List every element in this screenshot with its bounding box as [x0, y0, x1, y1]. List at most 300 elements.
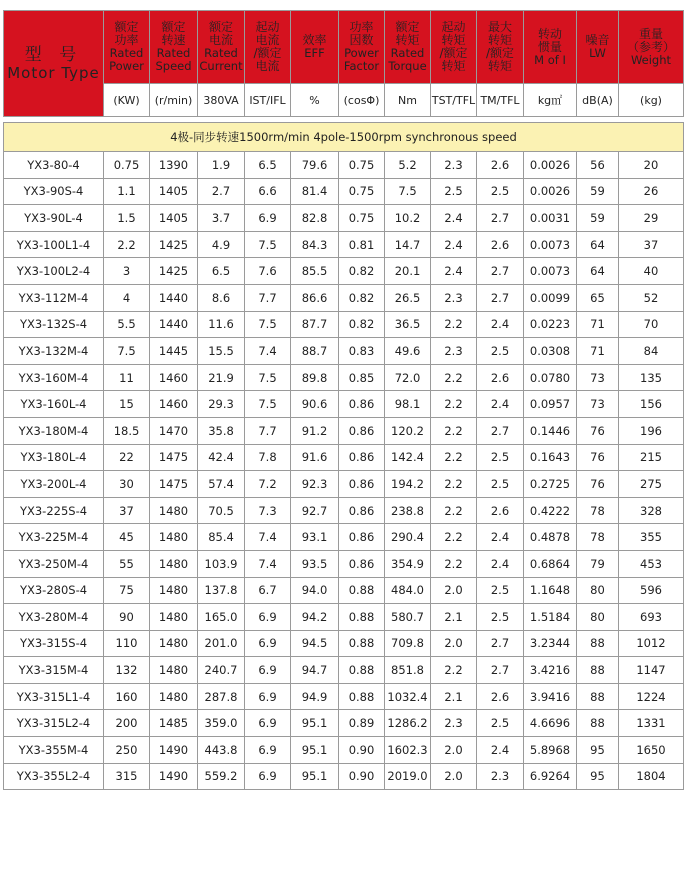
value-cell: 0.88 — [339, 577, 385, 604]
value-cell: 0.0073 — [524, 231, 577, 258]
value-cell: 596 — [619, 577, 684, 604]
value-cell: 328 — [619, 497, 684, 524]
motor-spec-table — [3, 10, 684, 790]
value-cell: 2.5 — [477, 338, 524, 365]
value-cell: 2.1 — [431, 683, 477, 710]
value-cell: 81.4 — [291, 178, 339, 205]
model-cell: YX3-225M-4 — [4, 524, 104, 551]
value-cell: 0.82 — [339, 311, 385, 338]
value-cell: 6.5 — [198, 258, 245, 285]
value-cell: 2.0 — [431, 737, 477, 764]
value-cell: 57.4 — [198, 471, 245, 498]
unit-col-1: (r/min) — [150, 84, 198, 117]
value-cell: 88.7 — [291, 338, 339, 365]
header-col-1 — [150, 11, 198, 84]
value-cell: 8.6 — [198, 284, 245, 311]
value-cell: 1650 — [619, 737, 684, 764]
unit-col-7: TST/TFL — [431, 84, 477, 117]
value-cell: 2.4 — [431, 231, 477, 258]
value-cell: 1480 — [150, 550, 198, 577]
value-cell: 1331 — [619, 710, 684, 737]
value-cell: 2.4 — [477, 524, 524, 551]
table-row — [4, 417, 684, 444]
value-cell: 103.9 — [198, 550, 245, 577]
value-cell: 59 — [577, 205, 619, 232]
value-cell: 15.5 — [198, 338, 245, 365]
value-cell: 2.3 — [477, 763, 524, 790]
value-cell: 0.0780 — [524, 364, 577, 391]
value-cell: 110 — [104, 630, 150, 657]
value-cell: 64 — [577, 258, 619, 285]
value-cell: 2.3 — [431, 338, 477, 365]
value-cell: 2.5 — [477, 577, 524, 604]
value-cell: 2.3 — [431, 284, 477, 311]
header-col-6-en-0: Rated — [390, 46, 425, 60]
value-cell: 76 — [577, 471, 619, 498]
model-cell: YX3-100L1-4 — [4, 231, 104, 258]
value-cell: 2.1 — [431, 604, 477, 631]
value-cell: 2.6 — [477, 683, 524, 710]
unit-col-0: (KW) — [104, 84, 150, 117]
value-cell: 7.6 — [245, 258, 291, 285]
value-cell: 0.6864 — [524, 550, 577, 577]
value-cell: 137.8 — [198, 577, 245, 604]
value-cell: 94.0 — [291, 577, 339, 604]
model-cell: YX3-180L-4 — [4, 444, 104, 471]
header-col-9-zh-1: 惯量 — [537, 39, 562, 54]
value-cell: 0.88 — [339, 630, 385, 657]
value-cell: 7.4 — [245, 338, 291, 365]
header-col-0-en-1: Power — [109, 59, 144, 73]
header-col-3-zh-0: 起动 — [255, 20, 280, 34]
value-cell: 238.8 — [385, 497, 431, 524]
value-cell: 2.2 — [431, 311, 477, 338]
value-cell: 1490 — [150, 737, 198, 764]
value-cell: 359.0 — [198, 710, 245, 737]
value-cell: 2.6 — [477, 152, 524, 179]
value-cell: 3.2344 — [524, 630, 577, 657]
value-cell: 2.0 — [431, 577, 477, 604]
value-cell: 45 — [104, 524, 150, 551]
value-cell: 20.1 — [385, 258, 431, 285]
value-cell: 0.86 — [339, 524, 385, 551]
value-cell: 2.2 — [431, 550, 477, 577]
value-cell: 0.82 — [339, 258, 385, 285]
header-col-10-en-0: LW — [589, 46, 606, 60]
value-cell: 1.1 — [104, 178, 150, 205]
header-col-5-en-1: Factor — [343, 59, 380, 73]
header-motor-type-en: Motor Type — [7, 64, 100, 82]
header-col-2-zh-1: 电流 — [208, 33, 233, 47]
header-col-5-zh-0: 功率 — [349, 20, 374, 34]
value-cell: 71 — [577, 338, 619, 365]
value-cell: 165.0 — [198, 604, 245, 631]
value-cell: 4.6696 — [524, 710, 577, 737]
value-cell: 1475 — [150, 444, 198, 471]
value-cell: 6.9 — [245, 604, 291, 631]
unit-col-4: % — [291, 84, 339, 117]
value-cell: 2.5 — [477, 444, 524, 471]
header-col-1-en-1: Speed — [155, 59, 192, 73]
model-cell: YX3-200L-4 — [4, 471, 104, 498]
header-col-4-zh-0: 效率 — [302, 33, 327, 47]
table-row — [4, 683, 684, 710]
model-cell: YX3-315L1-4 — [4, 683, 104, 710]
value-cell: 6.5 — [245, 152, 291, 179]
value-cell: 2.7 — [477, 657, 524, 684]
value-cell: 6.9 — [245, 205, 291, 232]
model-cell: YX3-132S-4 — [4, 311, 104, 338]
value-cell: 2.0 — [431, 630, 477, 657]
value-cell: 93.1 — [291, 524, 339, 551]
value-cell: 7.3 — [245, 497, 291, 524]
header-col-11-zh-0: 重量 — [638, 26, 663, 41]
value-cell: 2.3 — [431, 152, 477, 179]
value-cell: 0.86 — [339, 550, 385, 577]
value-cell: 1.5184 — [524, 604, 577, 631]
table-row — [4, 763, 684, 790]
value-cell: 2.4 — [477, 737, 524, 764]
value-cell: 93.5 — [291, 550, 339, 577]
value-cell: 3 — [104, 258, 150, 285]
value-cell: 3.7 — [198, 205, 245, 232]
header-col-0-zh-0: 额定 — [114, 20, 139, 34]
value-cell: 94.5 — [291, 630, 339, 657]
table-row — [4, 737, 684, 764]
value-cell: 0.82 — [339, 284, 385, 311]
header-col-5-en-0: Power — [344, 46, 379, 60]
header-col-2-zh-0: 额定 — [208, 20, 233, 34]
value-cell: 0.0073 — [524, 258, 577, 285]
value-cell: 0.88 — [339, 683, 385, 710]
value-cell: 91.6 — [291, 444, 339, 471]
value-cell: 11.6 — [198, 311, 245, 338]
header-col-7-zh-1: 转矩 — [441, 33, 466, 47]
value-cell: 2.3 — [431, 710, 477, 737]
value-cell: 1804 — [619, 763, 684, 790]
value-cell: 95.1 — [291, 737, 339, 764]
value-cell: 2.7 — [477, 205, 524, 232]
value-cell: 88 — [577, 630, 619, 657]
value-cell: 7.7 — [245, 417, 291, 444]
header-col-8-zh-3: 转矩 — [487, 59, 512, 73]
value-cell: 73 — [577, 364, 619, 391]
header-col-0-zh-1: 功率 — [114, 33, 139, 47]
value-cell: 56 — [577, 152, 619, 179]
value-cell: 0.90 — [339, 763, 385, 790]
section-band-label: 4极-同步转速1500rm/min 4pole-1500rpm synchronous speed — [4, 123, 684, 152]
value-cell: 693 — [619, 604, 684, 631]
unit-col-2: 380VA — [198, 84, 245, 117]
value-cell: 29 — [619, 205, 684, 232]
value-cell: 11 — [104, 364, 150, 391]
value-cell: 275 — [619, 471, 684, 498]
model-cell: YX3-160M-4 — [4, 364, 104, 391]
value-cell: 250 — [104, 737, 150, 764]
value-cell: 2.2 — [431, 524, 477, 551]
value-cell: 1480 — [150, 683, 198, 710]
value-cell: 0.86 — [339, 391, 385, 418]
value-cell: 95 — [577, 737, 619, 764]
value-cell: 0.0308 — [524, 338, 577, 365]
header-col-7-zh-3: 转矩 — [441, 59, 466, 73]
value-cell: 37 — [104, 497, 150, 524]
value-cell: 73 — [577, 391, 619, 418]
value-cell: 7.4 — [245, 524, 291, 551]
value-cell: 2.5 — [477, 471, 524, 498]
value-cell: 78 — [577, 497, 619, 524]
unit-col-10: dB(A) — [577, 84, 619, 117]
unit-col-3: IST/IFL — [245, 84, 291, 117]
unit-col-5: (cosΦ) — [339, 84, 385, 117]
header-col-3-zh-2: /额定 — [253, 46, 282, 60]
value-cell: 1480 — [150, 630, 198, 657]
value-cell: 94.2 — [291, 604, 339, 631]
table-row — [4, 231, 684, 258]
table-row — [4, 497, 684, 524]
value-cell: 1.1648 — [524, 577, 577, 604]
header-col-5 — [339, 11, 385, 84]
header-col-0 — [104, 11, 150, 84]
value-cell: 1485 — [150, 710, 198, 737]
table-row — [4, 524, 684, 551]
value-cell: 1440 — [150, 284, 198, 311]
value-cell: 80 — [577, 604, 619, 631]
value-cell: 7.4 — [245, 550, 291, 577]
value-cell: 70 — [619, 311, 684, 338]
value-cell: 71 — [577, 311, 619, 338]
value-cell: 1012 — [619, 630, 684, 657]
value-cell: 1147 — [619, 657, 684, 684]
value-cell: 484.0 — [385, 577, 431, 604]
value-cell: 1480 — [150, 524, 198, 551]
value-cell: 84.3 — [291, 231, 339, 258]
value-cell: 85.5 — [291, 258, 339, 285]
value-cell: 315 — [104, 763, 150, 790]
header-col-6-zh-0: 额定 — [395, 20, 420, 34]
value-cell: 6.6 — [245, 178, 291, 205]
value-cell: 91.2 — [291, 417, 339, 444]
value-cell: 49.6 — [385, 338, 431, 365]
header-motor-type — [4, 11, 104, 117]
value-cell: 1480 — [150, 604, 198, 631]
value-cell: 2.7 — [198, 178, 245, 205]
header-row — [4, 11, 684, 84]
header-col-11-en-0: Weight — [630, 52, 672, 67]
value-cell: 42.4 — [198, 444, 245, 471]
value-cell: 95 — [577, 763, 619, 790]
value-cell: 21.9 — [198, 364, 245, 391]
value-cell: 72.0 — [385, 364, 431, 391]
value-cell: 7.5 — [104, 338, 150, 365]
value-cell: 2.2 — [431, 471, 477, 498]
unit-col-8: TM/TFL — [477, 84, 524, 117]
value-cell: 196 — [619, 417, 684, 444]
value-cell: 1480 — [150, 577, 198, 604]
value-cell: 0.88 — [339, 604, 385, 631]
model-cell: YX3-132M-4 — [4, 338, 104, 365]
table-row — [4, 311, 684, 338]
value-cell: 580.7 — [385, 604, 431, 631]
value-cell: 7.2 — [245, 471, 291, 498]
value-cell: 132 — [104, 657, 150, 684]
value-cell: 1475 — [150, 471, 198, 498]
value-cell: 2.4 — [477, 391, 524, 418]
model-cell: YX3-250M-4 — [4, 550, 104, 577]
value-cell: 94.9 — [291, 683, 339, 710]
value-cell: 2.7 — [477, 258, 524, 285]
value-cell: 2.6 — [477, 231, 524, 258]
value-cell: 94.7 — [291, 657, 339, 684]
value-cell: 0.86 — [339, 444, 385, 471]
value-cell: 1390 — [150, 152, 198, 179]
header-col-3-zh-1: 电流 — [255, 33, 280, 47]
value-cell: 1470 — [150, 417, 198, 444]
value-cell: 29.3 — [198, 391, 245, 418]
header-col-7 — [431, 11, 477, 84]
value-cell: 2.5 — [431, 178, 477, 205]
value-cell: 76 — [577, 417, 619, 444]
value-cell: 0.75 — [339, 205, 385, 232]
table-row — [4, 391, 684, 418]
value-cell: 6.9 — [245, 657, 291, 684]
value-cell: 851.8 — [385, 657, 431, 684]
value-cell: 2.5 — [477, 178, 524, 205]
value-cell: 0.85 — [339, 364, 385, 391]
value-cell: 20 — [619, 152, 684, 179]
value-cell: 90.6 — [291, 391, 339, 418]
unit-col-11: (kg) — [619, 84, 684, 117]
value-cell: 15 — [104, 391, 150, 418]
value-cell: 1490 — [150, 763, 198, 790]
value-cell: 3.4216 — [524, 657, 577, 684]
value-cell: 6.9 — [245, 683, 291, 710]
value-cell: 0.0099 — [524, 284, 577, 311]
value-cell: 1480 — [150, 497, 198, 524]
value-cell: 0.0223 — [524, 311, 577, 338]
value-cell: 2.4 — [477, 550, 524, 577]
value-cell: 88 — [577, 710, 619, 737]
value-cell: 2.2 — [431, 391, 477, 418]
value-cell: 0.88 — [339, 657, 385, 684]
value-cell: 2.2 — [431, 497, 477, 524]
header-col-1-en-0: Rated — [156, 46, 191, 60]
header-col-1-zh-0: 额定 — [161, 20, 186, 34]
value-cell: 7.5 — [245, 391, 291, 418]
value-cell: 0.75 — [339, 178, 385, 205]
value-cell: 1460 — [150, 364, 198, 391]
value-cell: 0.0957 — [524, 391, 577, 418]
value-cell: 6.9 — [245, 630, 291, 657]
value-cell: 0.0026 — [524, 152, 577, 179]
value-cell: 6.9 — [245, 737, 291, 764]
value-cell: 1032.4 — [385, 683, 431, 710]
header-col-0-en-0: Rated — [109, 46, 144, 60]
value-cell: 92.7 — [291, 497, 339, 524]
value-cell: 14.7 — [385, 231, 431, 258]
value-cell: 64 — [577, 231, 619, 258]
value-cell: 1425 — [150, 231, 198, 258]
model-cell: YX3-315S-4 — [4, 630, 104, 657]
table-row — [4, 338, 684, 365]
model-cell: YX3-100L2-4 — [4, 258, 104, 285]
value-cell: 1.9 — [198, 152, 245, 179]
header-col-7-zh-2: /额定 — [439, 46, 468, 60]
header-col-7-zh-0: 起动 — [441, 20, 466, 34]
model-cell: YX3-315L2-4 — [4, 710, 104, 737]
value-cell: 215 — [619, 444, 684, 471]
table-row — [4, 604, 684, 631]
table-row — [4, 364, 684, 391]
value-cell: 0.2725 — [524, 471, 577, 498]
value-cell: 92.3 — [291, 471, 339, 498]
value-cell: 5.5 — [104, 311, 150, 338]
value-cell: 0.90 — [339, 737, 385, 764]
model-cell: YX3-280M-4 — [4, 604, 104, 631]
header-col-9-zh-0: 转动 — [537, 26, 562, 41]
value-cell: 2.6 — [477, 497, 524, 524]
value-cell: 0.4878 — [524, 524, 577, 551]
header-col-3 — [245, 11, 291, 84]
header-col-8-zh-0: 最大 — [487, 20, 512, 34]
value-cell: 142.4 — [385, 444, 431, 471]
value-cell: 1405 — [150, 178, 198, 205]
spec-table-body — [4, 117, 684, 790]
value-cell: 35.8 — [198, 417, 245, 444]
value-cell: 26 — [619, 178, 684, 205]
value-cell: 82.8 — [291, 205, 339, 232]
header-col-4 — [291, 11, 339, 84]
value-cell: 80 — [577, 577, 619, 604]
value-cell: 201.0 — [198, 630, 245, 657]
model-cell: YX3-112M-4 — [4, 284, 104, 311]
value-cell: 95.1 — [291, 710, 339, 737]
model-cell: YX3-180M-4 — [4, 417, 104, 444]
value-cell: 6.9 — [245, 763, 291, 790]
header-col-10-zh-0: 噪音 — [585, 33, 610, 47]
value-cell: 4 — [104, 284, 150, 311]
value-cell: 0.86 — [339, 417, 385, 444]
value-cell: 1405 — [150, 205, 198, 232]
value-cell: 1440 — [150, 311, 198, 338]
header-col-5-zh-1: 因数 — [349, 33, 374, 47]
value-cell: 0.81 — [339, 231, 385, 258]
value-cell: 0.1446 — [524, 417, 577, 444]
table-row — [4, 657, 684, 684]
header-col-6 — [385, 11, 431, 84]
value-cell: 40 — [619, 258, 684, 285]
value-cell: 5.8968 — [524, 737, 577, 764]
value-cell: 240.7 — [198, 657, 245, 684]
value-cell: 88 — [577, 683, 619, 710]
value-cell: 2019.0 — [385, 763, 431, 790]
value-cell: 7.5 — [245, 231, 291, 258]
header-col-10 — [577, 11, 619, 84]
value-cell: 85.4 — [198, 524, 245, 551]
value-cell: 0.83 — [339, 338, 385, 365]
value-cell: 156 — [619, 391, 684, 418]
value-cell: 86.6 — [291, 284, 339, 311]
value-cell: 7.7 — [245, 284, 291, 311]
header-col-8-zh-1: 转矩 — [487, 33, 512, 47]
header-col-2 — [198, 11, 245, 84]
value-cell: 0.86 — [339, 497, 385, 524]
value-cell: 6.9 — [245, 710, 291, 737]
value-cell: 10.2 — [385, 205, 431, 232]
header-col-9 — [524, 11, 577, 84]
value-cell: 1286.2 — [385, 710, 431, 737]
value-cell: 290.4 — [385, 524, 431, 551]
